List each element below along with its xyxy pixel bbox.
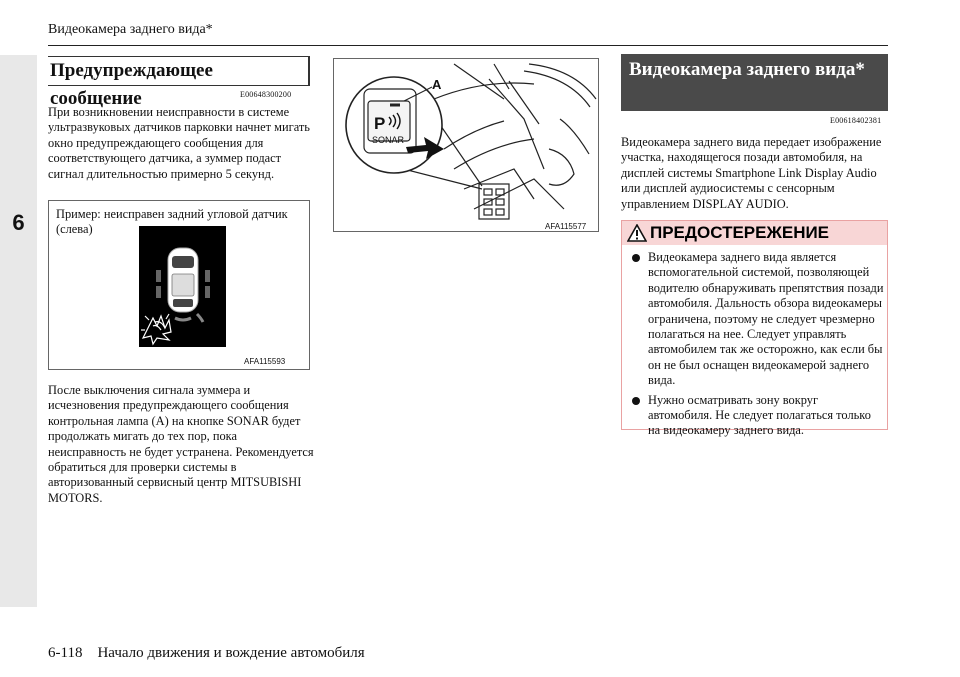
parking-sensor-display-image: [139, 226, 226, 347]
svg-text:P: P: [374, 114, 386, 133]
section-code: E00648300200: [240, 90, 292, 99]
caution-list: [632, 250, 884, 443]
chapter-number: 6: [12, 210, 25, 235]
warning-paragraph: При возникновении неисправности в системе ультразвуковых датчиков парковки начнет мигать окно предупреждающего сообщения для соответствующего датчика, а зуммер подаст сигнал длительностью примерно 5 секунд.: [48, 105, 310, 181]
caution-item: [632, 250, 884, 389]
rear-camera-heading: Видеокамера заднего вида*: [621, 54, 888, 111]
caution-item-text: Нужно осматривать зону вокруг автомобиля. Не следует полагаться только на видеокамеру заднего вида.: [648, 392, 871, 438]
label-a: A: [432, 77, 442, 92]
car-top-view-icon: [139, 226, 226, 347]
warning-triangle-icon: [627, 224, 647, 247]
sonar-button-label: SONAR: [372, 135, 405, 145]
chapter-side-strip: [0, 55, 37, 607]
caution-item-text: Видеокамера заднего вида является вспомогательной системой, позволяющей водителю обнаруживать препятствия позади автомобиля. Дальность обзора видеокамеры ограничена, поэтому не следует чрезмерно полагаться на нее. Следует управлять автомобилем так же осторожно, как если бы он не был оснащен видеокамерой заднего вида.: [648, 250, 884, 388]
figure-label-dashboard: AFA115577: [545, 222, 587, 231]
sonar-paragraph: После выключения сигнала зуммера и исчезновения предупреждающего сообщения контрольная лампа (A) на кнопке SONAR будет продолжать мигать до тех пор, пока неисправность не будет устранена. Рекомендуется обратиться для проверки системы в авторизованный сервисный центр MITSUBISHI MOTORS.: [48, 383, 314, 505]
page-header-title: Видеокамера заднего вида*: [48, 22, 213, 37]
warning-message-heading: Предупреждающее сообщение: [48, 56, 310, 86]
bullet-icon: [632, 254, 640, 262]
caution-item: [632, 393, 884, 439]
dashboard-illustration: [333, 58, 599, 232]
dashboard-drawing: [334, 59, 599, 232]
header-divider: [48, 45, 888, 46]
page-footer: 6-118 Начало движения и вождение автомобиля: [48, 645, 365, 661]
section-code-right: E00618402381: [830, 116, 882, 125]
example-caption: Пример: неисправен задний угловой датчик (слева): [56, 207, 288, 236]
caution-title: ПРЕДОСТЕРЕЖЕНИЕ: [650, 223, 830, 242]
bullet-icon: [632, 397, 640, 405]
rear-camera-paragraph: Видеокамера заднего вида передает изображение участка, находящегося позади автомобиля, на дисплей системы Smartphone Link Display Audio или дисплей аудиосистемы с сенсорным управлением DISPLAY AUDIO.: [621, 135, 882, 211]
figure-label: AFA115593: [244, 357, 286, 366]
